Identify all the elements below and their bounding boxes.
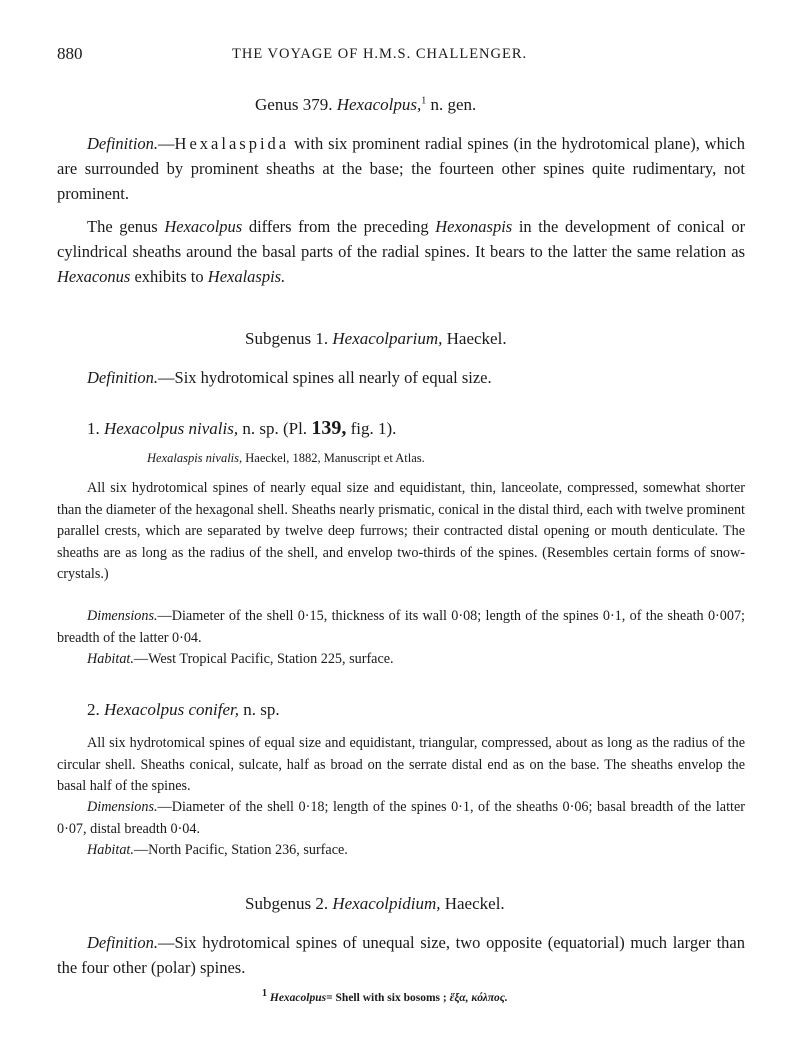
- species-1-synonymy: Hexalaspis nivalis, Haeckel, 1882, Manuscript et Atlas.: [147, 451, 425, 465]
- genus-definition: Definition.—Hexalaspida with six prominent radial spines (in the hydrotomical plane), which are surrounded by prominent sheaths at the base; the fourteen other spines quite rudimentary, not prominent.: [57, 134, 745, 203]
- page-number: 880: [57, 44, 83, 63]
- footnote: $^1$ Hexacolpus= Shell with six bosoms ; ἕξα, κόλπος.: [262, 988, 508, 1004]
- genus-comparison: The genus Hexacolpus differs from the preceding Hexonaspis in the development of conical or cylindrical sheaths around the basal parts of the radial spines. It bears to the latter the same relation as Hexaconus exhibits to Hexalaspis.: [57, 217, 746, 286]
- genus-suffix: n. gen.: [430, 95, 477, 114]
- species-1-habitat: Habitat.—West Tropical Pacific, Station 225, surface.: [87, 651, 394, 667]
- species-2-dimensions: Dimensions.—Diameter of the shell 0·18; length of the spines 0·1, of the sheaths 0·06; basal breadth of the latter 0·07, distal breadth 0·04.: [57, 799, 745, 837]
- species-2-description: All six hydrotomical spines of equal size and equidistant, triangular, compressed, about as long as the radius of the circular shell. Sheaths conical, sulcate, half as broad on the serrate distal end as on the base. The sheaths envelop the basal half of the spines.: [57, 735, 745, 794]
- species-1-description: All six hydrotomical spines of nearly equal size and equidistant, thin, lanceolate, compressed, somewhat shorter than the diameter of the hexagonal shell. Sheaths nearly prismatic, conical in the distal third, each with twelve prominent parallel crests, which are separated by twelve deep furrows; their contracted distal opening or mouth denticulate. The sheaths are as long as the radius of the shell, and envelop two-thirds of the spines. (Resembles certain forms of snow-crystals.): [57, 480, 745, 582]
- running-title: THE VOYAGE OF H.M.S. CHALLENGER.: [232, 46, 528, 62]
- subgenus-2-definition: Definition.—Six hydrotomical spines of unequal size, two opposite (equatorial) much larger than the four other (polar) spines.: [57, 933, 745, 977]
- plate-number: 139,: [311, 417, 347, 439]
- genus-prefix: Genus 379.: [255, 95, 333, 114]
- definition-text: with six prominent radial spines (in the hydrotomical plane), which are surrounded by prominent sheaths at the base; the fourteen other spines quite rudimentary, not prominent.: [57, 134, 745, 203]
- species-2-habitat: Habitat.—North Pacific, Station 236, surface.: [87, 842, 348, 858]
- subgenus-1-heading: Subgenus 1. Hexacolparium, Haeckel.: [245, 329, 507, 348]
- definition-label: Definition.: [87, 134, 159, 153]
- subgenus-1-definition: Definition.—Six hydrotomical spines all nearly of equal size.: [87, 368, 492, 387]
- species-1-dimensions: Dimensions.—Diameter of the shell 0·15, thickness of its wall 0·08; length of the spines 0·1, of the sheath 0·007; breadth of the latter 0·04.: [57, 608, 745, 646]
- group-name: Hexalaspida: [174, 134, 290, 153]
- species-1-heading: 1. Hexacolpus nivalis, n. sp. (Pl. 139, fig. 1).: [87, 417, 397, 439]
- genus-heading: [255, 95, 476, 115]
- species-2-heading: 2. Hexacolpus conifer, n. sp.: [87, 700, 280, 719]
- footnote-ref: 1: [421, 95, 427, 107]
- subgenus-2-heading: Subgenus 2. Hexacolpidium, Haeckel.: [245, 894, 505, 913]
- genus-name: Hexacolpus,: [336, 95, 422, 114]
